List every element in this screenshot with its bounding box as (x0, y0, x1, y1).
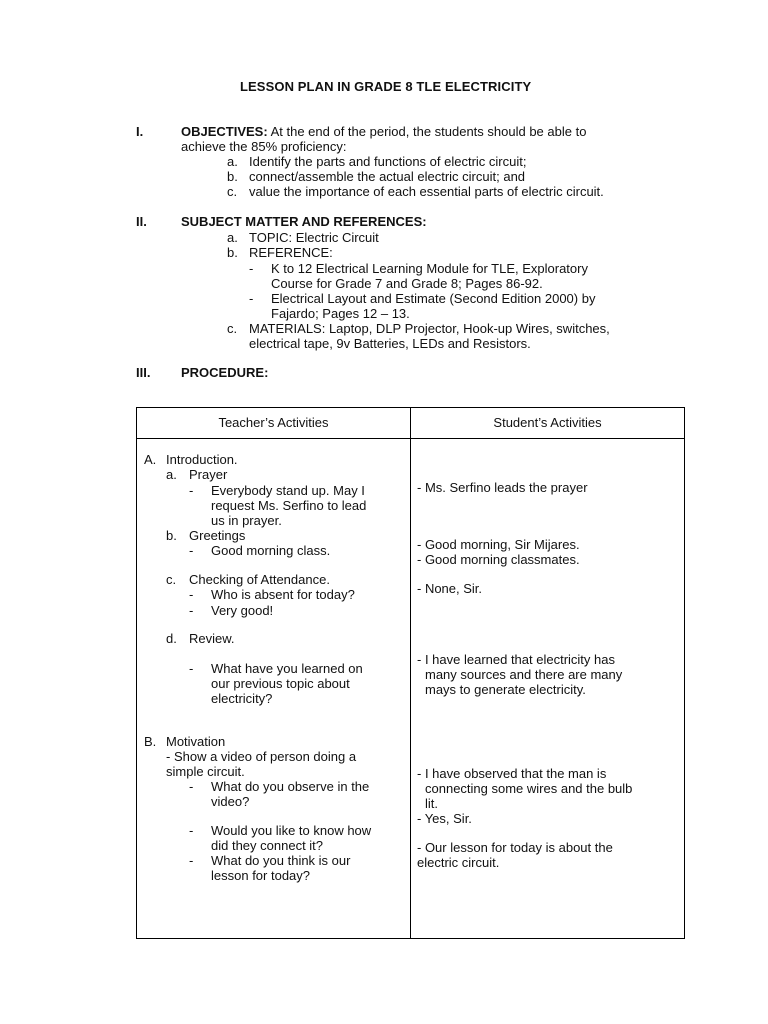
objectives-heading: OBJECTIVES: (181, 124, 268, 139)
reference-1-line-1: K to 12 Electrical Learning Module for TLE, Exploratory (271, 261, 588, 276)
objectives-intro: At the end of the period, the students should be able to (270, 124, 587, 139)
prayer-line-2: request Ms. Serfino to lead (211, 498, 367, 513)
teacher-dash: - (189, 853, 194, 868)
attendance-line-1: Who is absent for today? (211, 587, 355, 602)
teacher-introduction: Introduction. (166, 452, 238, 467)
materials-line-1: MATERIALS: Laptop, DLP Projector, Hook-up Wires, switches, (249, 321, 610, 336)
question-1-line-1: What do you observe in the (211, 779, 370, 794)
reference-1-line-2: Course for Grade 7 and Grade 8; Pages 86-92. (271, 276, 543, 291)
subject-reference: REFERENCE: (249, 245, 333, 260)
subject-topic: TOPIC: Electric Circuit (249, 230, 379, 245)
prayer-line-1: Everybody stand up. May I (211, 483, 365, 498)
procedure-heading: PROCEDURE: (181, 365, 269, 380)
question-3-line-1: What do you think is our (211, 853, 351, 868)
student-activities-header: Student’s Activities (493, 415, 602, 430)
reference-dash-1: - (249, 261, 254, 276)
student-response-review-3: mays to generate electricity. (425, 682, 586, 697)
subject-letter-b: b. (227, 245, 238, 260)
question-2-line-2: did they connect it? (211, 838, 324, 853)
student-response-observe-3: lit. (425, 796, 438, 811)
student-response-lesson-2: electric circuit. (417, 855, 500, 870)
student-response-prayer: - Ms. Serfino leads the prayer (417, 480, 588, 495)
review-line-3: electricity? (211, 691, 273, 706)
teacher-motivation: Motivation (166, 734, 226, 749)
student-response-observe-2: connecting some wires and the bulb (425, 781, 633, 796)
attendance-line-2: Very good! (211, 603, 274, 618)
question-1-line-2: video? (211, 794, 250, 809)
reference-dash-2: - (249, 291, 254, 306)
objectives-intro-2: achieve the 85% proficiency: (181, 139, 347, 154)
teacher-dash: - (189, 661, 194, 676)
section-numeral-objectives: I. (136, 124, 144, 139)
teacher-attendance: Checking of Attendance. (189, 572, 330, 587)
motivation-line-2: simple circuit. (166, 764, 245, 779)
teacher-letter-A: A. (144, 452, 157, 467)
teacher-letter-a: a. (166, 467, 177, 482)
student-response-greeting-2: - Good morning classmates. (417, 552, 580, 567)
reference-2-line-1: Electrical Layout and Estimate (Second Edition 2000) by (271, 291, 596, 306)
student-response-lesson-1: - Our lesson for today is about the (417, 840, 613, 855)
objective-item-a: Identify the parts and functions of electric circuit; (249, 154, 527, 169)
teacher-letter-B: B. (144, 734, 157, 749)
student-response-yes: - Yes, Sir. (417, 811, 472, 826)
teacher-dash: - (189, 823, 194, 838)
student-response-review-2: many sources and there are many (425, 667, 623, 682)
subject-heading: SUBJECT MATTER AND REFERENCES: (181, 214, 427, 229)
objective-item-c: value the importance of each essential parts of electric circuit. (249, 184, 604, 199)
teacher-activities-header: Teacher’s Activities (218, 415, 329, 430)
motivation-line-1: - Show a video of person doing a (166, 749, 357, 764)
subject-letter-a: a. (227, 230, 238, 245)
teacher-dash: - (189, 603, 194, 618)
teacher-letter-d: d. (166, 631, 177, 646)
reference-2-line-2: Fajardo; Pages 12 – 13. (271, 306, 410, 321)
table-column-divider (410, 407, 411, 939)
question-2-line-1: Would you like to know how (211, 823, 372, 838)
objective-item-b: connect/assemble the actual electric circuit; and (249, 169, 526, 184)
table-header-divider (136, 438, 685, 439)
teacher-dash: - (189, 543, 194, 558)
greetings-line-1: Good morning class. (211, 543, 331, 558)
objective-letter-b: b. (227, 169, 238, 184)
student-response-review-1: - I have learned that electricity has (417, 652, 615, 667)
materials-line-2: electrical tape, 9v Batteries, LEDs and Resistors. (249, 336, 531, 351)
review-line-1: What have you learned on (211, 661, 363, 676)
teacher-letter-c: c. (166, 572, 177, 587)
section-numeral-subject: II. (136, 214, 147, 229)
objective-letter-a: a. (227, 154, 238, 169)
prayer-line-3: us in prayer. (211, 513, 282, 528)
teacher-dash: - (189, 483, 194, 498)
subject-letter-c: c. (227, 321, 238, 336)
section-numeral-procedure: III. (136, 365, 151, 380)
student-response-greeting-1: - Good morning, Sir Mijares. (417, 537, 580, 552)
page-title: LESSON PLAN IN GRADE 8 TLE ELECTRICITY (240, 79, 532, 94)
teacher-dash: - (189, 779, 194, 794)
question-3-line-2: lesson for today? (211, 868, 311, 883)
teacher-dash: - (189, 587, 194, 602)
student-response-observe-1: - I have observed that the man is (417, 766, 607, 781)
teacher-review: Review. (189, 631, 235, 646)
teacher-letter-b: b. (166, 528, 177, 543)
student-response-attendance: - None, Sir. (417, 581, 483, 596)
objective-letter-c: c. (227, 184, 238, 199)
teacher-greetings: Greetings (189, 528, 246, 543)
objectives-heading-line (181, 124, 586, 139)
teacher-prayer: Prayer (189, 467, 228, 482)
review-line-2: our previous topic about (211, 676, 350, 691)
